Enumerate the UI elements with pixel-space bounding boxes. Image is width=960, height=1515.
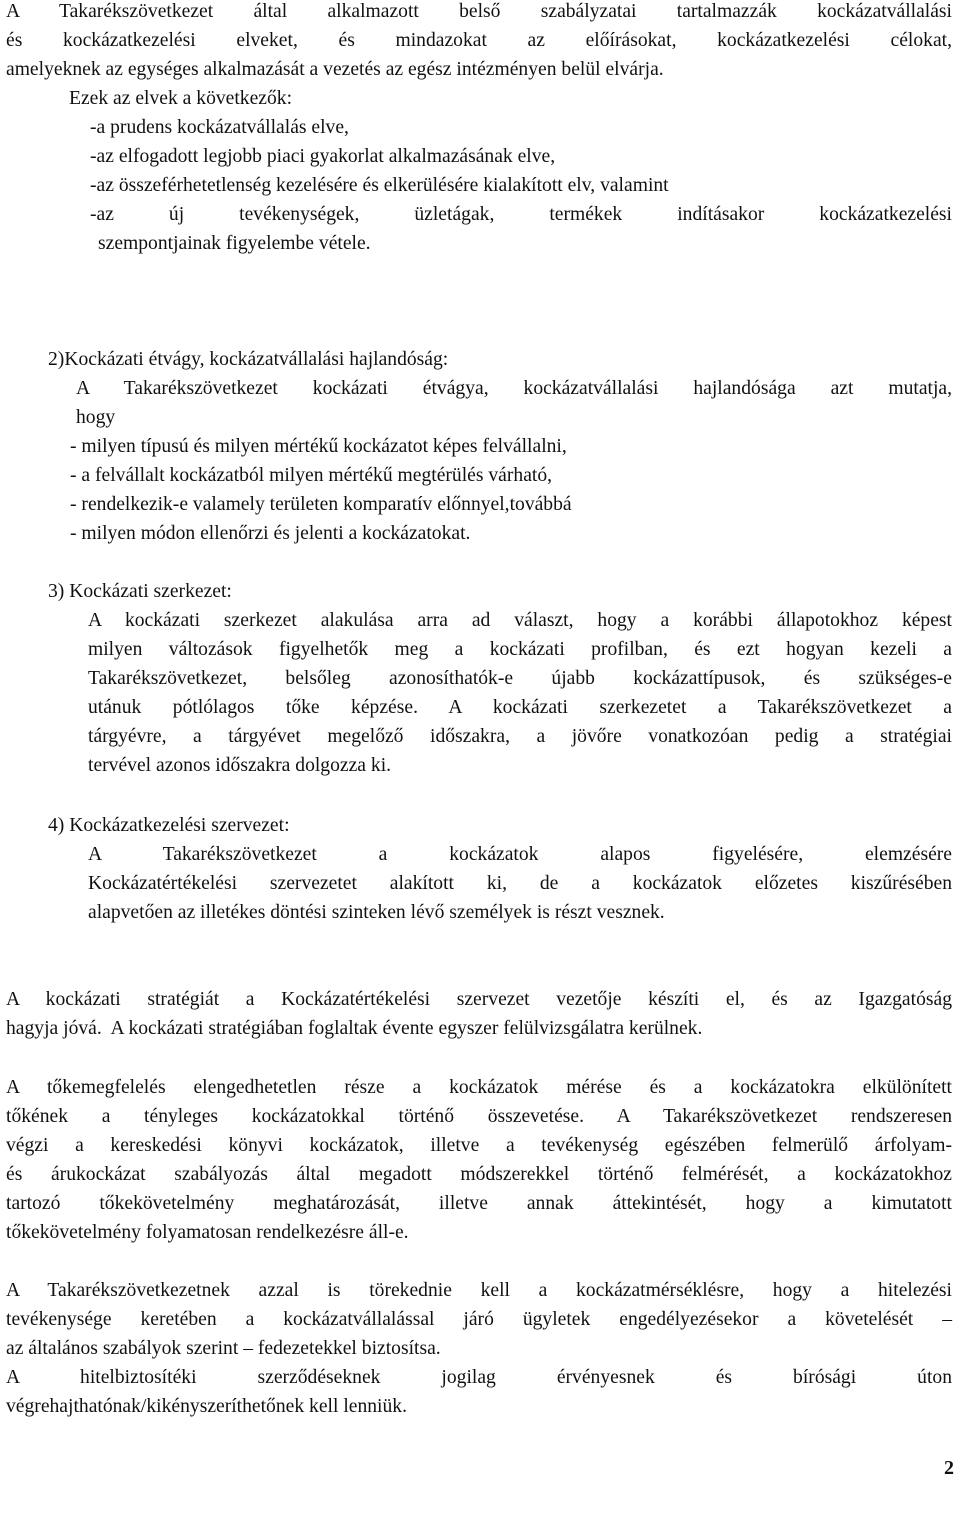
principle-2: -az elfogadott legjobb piaci gyakorlat alkalmazásának elve,: [90, 146, 556, 167]
section-4-line-3: alapvetően az illetékes döntési szinteken lévő személyek is részt vesznek.: [88, 902, 665, 923]
section-3-line-2: milyen változások figyelhetők meg a kockázati profilban, és ezt hogyan kezeli a: [88, 639, 952, 660]
section-3-heading: 3) Kockázati szerkezet:: [48, 581, 232, 602]
section-2-heading: 2)Kockázati étvágy, kockázatvállalási hajlandóság:: [48, 349, 449, 370]
principle-3: -az összeférhetetlenség kezelésére és elkerülésére kialakított elv, valamint: [90, 175, 669, 196]
section-2-bullet-3: - rendelkezik-e valamely területen komparatív előnnyel,továbbá: [70, 494, 572, 515]
capital-line-2: tőkének a tényleges kockázatokkal történő összevetése. A Takarékszövetkezet rendszeresen: [6, 1106, 952, 1127]
principle-4b: szempontjainak figyelembe vétele.: [98, 233, 371, 254]
mitigation-line-5: végrehajthatónak/kikényszeríthetőnek kell lenniük.: [6, 1396, 407, 1417]
section-2-line-1: A Takarékszövetkezet kockázati étvágya, kockázatvállalási hajlandósága azt mutatja,: [76, 378, 952, 399]
section-2-bullet-1: - milyen típusú és milyen mértékű kockázatot képes felvállalni,: [70, 436, 567, 457]
section-4-line-2: Kockázatértékelési szervezetet alakított ki, de a kockázatok előzetes kiszűrésében: [88, 873, 952, 894]
section-4-line-1: A Takarékszövetkezet a kockázatok alapos figyelésére, elemzésére: [88, 844, 952, 865]
mitigation-line-3: az általános szabályok szerint – fedezetekkel biztosítsa.: [6, 1338, 441, 1359]
strategy-line-2: hagyja jóvá. A kockázati stratégiában foglaltak évente egyszer felülvizsgálatra kerülnek.: [6, 1018, 703, 1039]
section-3-line-3: Takarékszövetkezet, belsőleg azonosíthatók-e újabb kockázattípusok, és szükséges-e: [88, 668, 952, 689]
section-2-line-2: hogy: [76, 407, 116, 428]
section-4-heading: 4) Kockázatkezelési szervezet:: [48, 815, 290, 836]
mitigation-line-4: A hitelbiztosítéki szerződéseknek jogilag érvényesnek és bírósági úton: [6, 1367, 952, 1388]
intro-line-1: A Takarékszövetkezet által alkalmazott belső szabályzatai tartalmazzák kockázatvállalási: [6, 1, 952, 22]
intro-line-3: amelyeknek az egységes alkalmazását a vezetés az egész intézményen belül elvárja.: [6, 59, 664, 80]
strategy-line-1: A kockázati stratégiát a Kockázatértékelési szervezet vezetője készíti el, és az Igazgatóság: [6, 989, 952, 1010]
principle-4a: -az új tevékenységek, üzletágak, termékek indításakor kockázatkezelési: [90, 204, 952, 225]
intro-line-2: és kockázatkezelési elveket, és mindazokat az előírásokat, kockázatkezelési célokat,: [6, 30, 952, 51]
intro-line-4: Ezek az elvek a következők:: [69, 88, 293, 109]
capital-line-5: tartozó tőkekövetelmény meghatározását, illetve annak áttekintését, hogy a kimutatott: [6, 1193, 952, 1214]
capital-line-6: tőkekövetelmény folyamatosan rendelkezésre áll-e.: [6, 1222, 409, 1243]
capital-line-1: A tőkemegfelelés elengedhetetlen része a kockázatok mérése és a kockázatokra elkülönített: [6, 1077, 952, 1098]
section-3-line-1: A kockázati szerkezet alakulása arra ad választ, hogy a korábbi állapotokhoz képest: [88, 610, 952, 631]
section-3-line-4: utánuk pótlólagos tőke képzése. A kockázati szerkezetet a Takarékszövetkezet a: [88, 697, 952, 718]
section-2-bullet-4: - milyen módon ellenőrzi és jelenti a kockázatokat.: [70, 523, 471, 544]
principle-1: -a prudens kockázatvállalás elve,: [90, 117, 349, 138]
capital-line-3: végzi a kereskedési könyvi kockázatok, illetve a tevékenység egészében felmerülő árfolyam-: [6, 1135, 952, 1156]
capital-line-4: és árukockázat szabályozás által megadott módszerekkel történő felmérését, a kockázatokhoz: [6, 1164, 952, 1185]
mitigation-line-2: tevékenysége keretében a kockázatvállalással járó ügyletek engedélyezésekor a követelését –: [6, 1309, 952, 1330]
section-3-line-5: tárgyévre, a tárgyévet megelőző időszakra, a jövőre vonatkozóan pedig a stratégiai: [88, 726, 952, 747]
section-3-line-6: tervével azonos időszakra dolgozza ki.: [88, 755, 392, 776]
section-2-bullet-2: - a felvállalt kockázatból milyen mértékű megtérülés várható,: [70, 465, 553, 486]
page-number: 2: [944, 1457, 954, 1479]
mitigation-line-1: A Takarékszövetkezetnek azzal is törekednie kell a kockázatmérséklésre, hogy a hitelezési: [6, 1280, 952, 1301]
